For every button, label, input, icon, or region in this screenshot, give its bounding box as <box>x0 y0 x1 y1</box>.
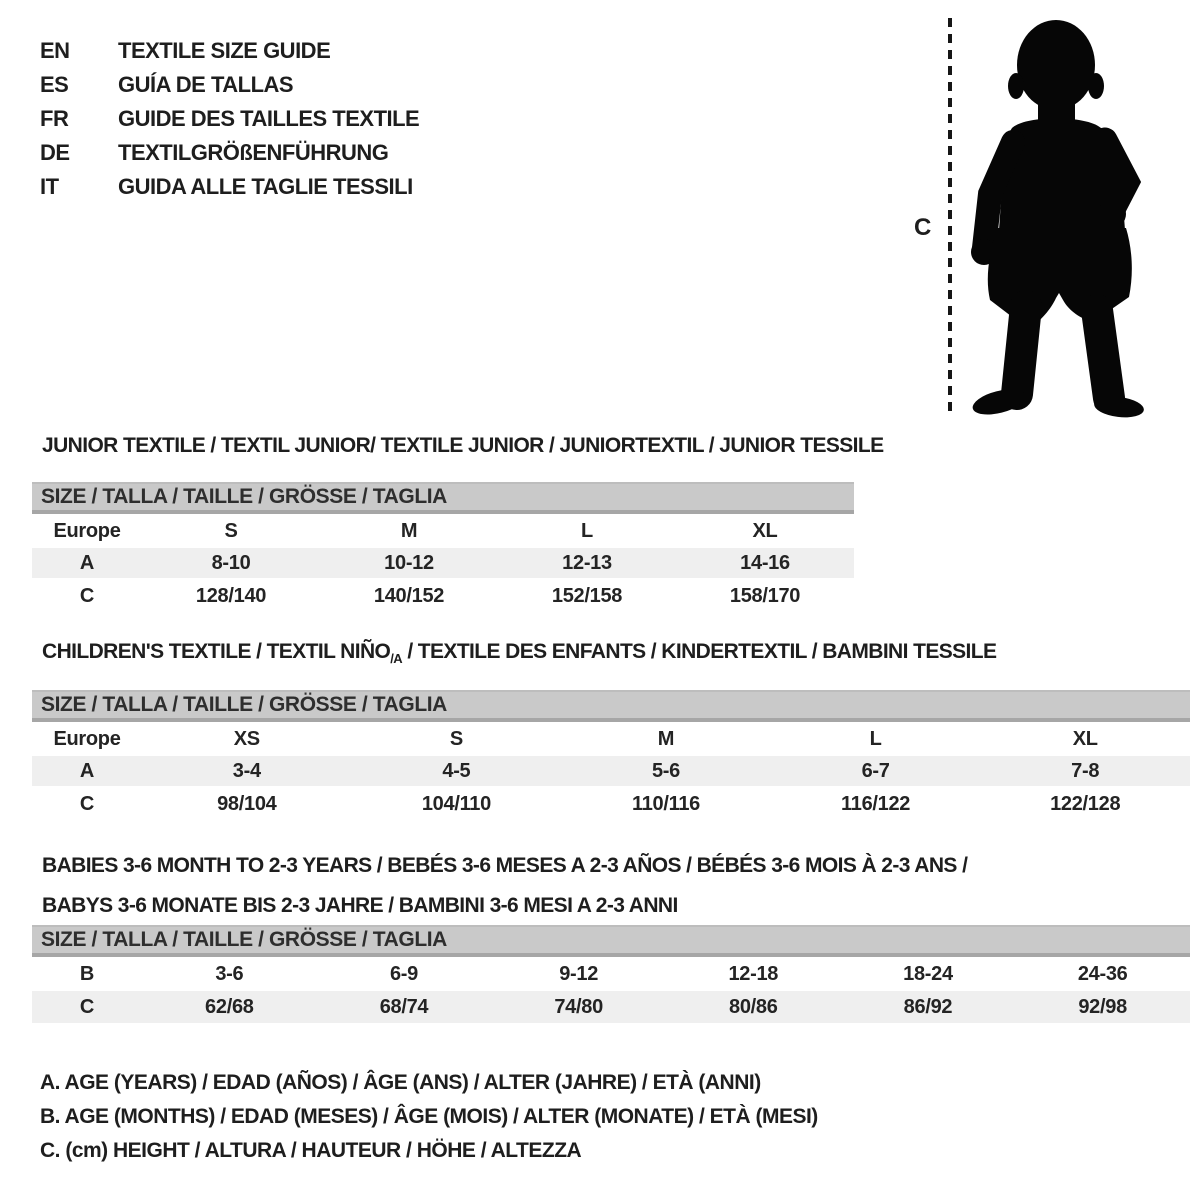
size-header-bar: SIZE / TALLA / TAILLE / GRÖSSE / TAGLIA <box>32 691 1190 720</box>
row-label: C <box>79 792 95 815</box>
size-cell: M <box>400 519 418 542</box>
size-header-bar: SIZE / TALLA / TAILLE / GRÖSSE / TAGLIA <box>32 926 1190 955</box>
list-item <box>40 34 419 68</box>
value-cell: 116/122 <box>841 792 911 815</box>
note-height-cm: C. (cm) HEIGHT / ALTURA / HAUTEUR / HÖHE / ALTEZZA <box>40 1139 582 1162</box>
row-label: Europe <box>53 727 121 750</box>
value-cell: 122/128 <box>1050 792 1121 815</box>
heading-text: CHILDREN'S TEXTILE / TEXTIL NIÑO <box>42 640 391 663</box>
value-cell: 10-12 <box>384 551 434 574</box>
children-size-table <box>32 690 1190 822</box>
table-header-row <box>32 483 854 512</box>
guide-title: TEXTILE SIZE GUIDE <box>118 38 331 63</box>
value-cell: 152/158 <box>551 584 623 607</box>
guide-title: GUIDA ALLE TAGLIE TESSILI <box>118 174 413 199</box>
baby-figure-graphic <box>900 8 1200 420</box>
size-cell: XS <box>233 727 260 750</box>
value-cell: 92/98 <box>1078 995 1127 1018</box>
table-row <box>32 991 1190 1023</box>
size-header-bar: SIZE / TALLA / TAILLE / GRÖSSE / TAGLIA <box>32 483 854 512</box>
babies-section-heading <box>42 846 967 926</box>
junior-size-table <box>32 482 854 614</box>
value-cell: 128/140 <box>195 584 267 607</box>
list-item <box>40 102 419 136</box>
list-item <box>40 136 419 170</box>
legend-notes <box>40 1066 818 1168</box>
language-code: IT <box>40 174 59 199</box>
baby-silhouette <box>970 20 1145 420</box>
children-section-heading <box>42 640 996 666</box>
value-cell: 4-5 <box>442 759 471 782</box>
value-cell: 104/110 <box>421 792 491 815</box>
heading-line: BABYS 3-6 MONATE BIS 2-3 JAHRE / BAMBINI 3-6 MESI A 2-3 ANNI <box>42 894 678 917</box>
table-row <box>32 548 854 578</box>
row-label: A <box>79 759 95 782</box>
value-cell: 12-13 <box>562 551 612 574</box>
size-cell: L <box>869 727 882 750</box>
row-label: C <box>79 995 95 1018</box>
table-row <box>32 578 854 614</box>
size-cell: XL <box>1072 727 1098 750</box>
value-cell: 6-9 <box>389 962 418 985</box>
language-code: DE <box>40 140 70 165</box>
value-cell: 9-12 <box>559 962 599 985</box>
value-cell: 86/92 <box>903 995 953 1018</box>
value-cell: 12-18 <box>728 962 779 985</box>
table-row <box>32 756 1190 786</box>
value-cell: 14-16 <box>740 551 790 574</box>
heading-text: / TEXTILE DES ENFANTS / KINDERTEXTIL / BAMBINI TESSILE <box>402 640 997 663</box>
baby-height-figure <box>900 8 1200 420</box>
value-cell: 24-36 <box>1077 962 1128 985</box>
guide-title: TEXTILGRÖßENFÜHRUNG <box>118 140 389 165</box>
table-row <box>32 720 1190 756</box>
row-label: Europe <box>53 519 121 542</box>
value-cell: 68/74 <box>379 995 429 1018</box>
height-measure-label: C <box>914 214 932 241</box>
table-row <box>32 955 1190 991</box>
size-cell: XL <box>752 519 778 542</box>
language-title-list <box>40 34 419 204</box>
size-cell: S <box>224 519 238 542</box>
value-cell: 80/86 <box>729 995 778 1018</box>
language-code: EN <box>40 38 70 63</box>
value-cell: 140/152 <box>373 584 445 607</box>
table-row <box>32 512 854 548</box>
value-cell: 5-6 <box>651 759 680 782</box>
table-row <box>32 786 1190 822</box>
value-cell: 8-10 <box>211 551 251 574</box>
note-age-months: B. AGE (MONTHS) / EDAD (MESES) / ÂGE (MOIS) / ALTER (MONATE) / ETÀ (MESI) <box>40 1105 818 1128</box>
value-cell: 7-8 <box>1071 759 1100 782</box>
babies-size-table <box>32 925 1190 1023</box>
value-cell: 98/104 <box>217 792 277 815</box>
heading-line: BABIES 3-6 MONTH TO 2-3 YEARS / BEBÉS 3-6 MESES A 2-3 AÑOS / BÉBÉS 3-6 MOIS À 2-3 ANS / <box>42 854 968 877</box>
value-cell: 18-24 <box>903 962 953 985</box>
guide-title: GUÍA DE TALLAS <box>118 72 294 97</box>
table-header-row <box>32 691 1190 720</box>
language-code: ES <box>40 72 69 97</box>
row-label: B <box>79 962 95 985</box>
size-cell: M <box>657 727 675 750</box>
table-header-row <box>32 926 1190 955</box>
value-cell: 3-4 <box>232 759 261 782</box>
note-age-years: A. AGE (YEARS) / EDAD (AÑOS) / ÂGE (ANS) / ALTER (JAHRE) / ETÀ (ANNI) <box>40 1071 761 1094</box>
value-cell: 158/170 <box>729 584 801 607</box>
list-item <box>40 170 419 204</box>
junior-section-heading: JUNIOR TEXTILE / TEXTIL JUNIOR/ TEXTILE JUNIOR / JUNIORTEXTIL / JUNIOR TESSILE <box>42 434 884 457</box>
language-code: FR <box>40 106 69 131</box>
value-cell: 74/80 <box>554 995 603 1018</box>
size-cell: S <box>449 727 463 750</box>
value-cell: 6-7 <box>861 759 890 782</box>
row-label: C <box>79 584 95 607</box>
size-cell: L <box>581 519 593 542</box>
value-cell: 62/68 <box>205 995 254 1018</box>
guide-title: GUIDE DES TAILLES TEXTILE <box>118 106 420 131</box>
value-cell: 110/116 <box>631 792 700 815</box>
value-cell: 3-6 <box>215 962 244 985</box>
heading-subscript: /A <box>390 651 403 666</box>
list-item <box>40 68 419 102</box>
row-label: A <box>79 551 95 574</box>
